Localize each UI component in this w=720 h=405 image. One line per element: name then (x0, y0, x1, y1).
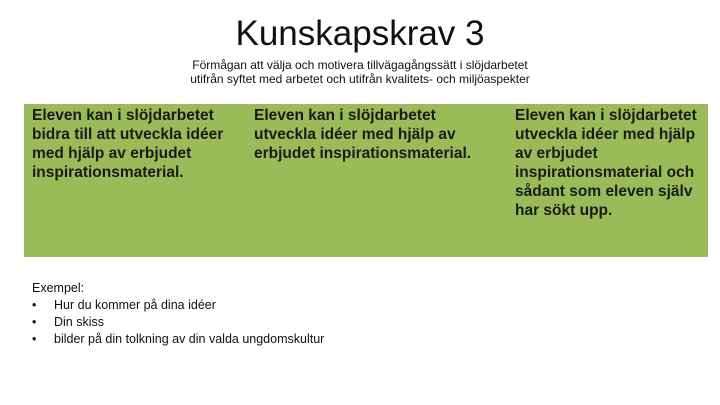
examples-list (32, 297, 532, 348)
bullet-icon: • (32, 298, 37, 312)
criteria-level-3: Eleven kan i slöjdarbetet utveckla idéer med hjälp av erbjudet inspirationsmaterial och sådant som eleven själv har sökt upp. (515, 107, 697, 219)
bullet-icon: • (32, 332, 37, 346)
subtitle-line-2: utifrån syftet med arbetet och utifrån kvalitets- och miljöaspekter (190, 72, 530, 86)
criteria-level-1: Eleven kan i slöjdarbetet bidra till att utveckla idéer med hjälp av erbjudet inspirationsmaterial. (32, 107, 224, 181)
list-item (32, 331, 532, 348)
slide-subtitle (0, 58, 720, 86)
subtitle-line-1: Förmågan att välja och motivera tillvägagångssätt i slöjdarbetet (192, 58, 528, 72)
criteria-panel (24, 104, 708, 257)
example-text: Hur du kommer på dina idéer (54, 298, 216, 312)
slide-title: Kunskapskrav 3 (235, 14, 485, 53)
examples-heading: Exempel: (32, 281, 85, 295)
bullet-icon: • (32, 315, 37, 329)
example-text: bilder på din tolkning av din valda ungdomskultur (54, 332, 325, 346)
example-text: Din skiss (54, 315, 105, 329)
examples-block (32, 280, 532, 348)
list-item (32, 314, 532, 331)
list-item (32, 297, 532, 314)
criteria-level-2: Eleven kan i slöjdarbetet utveckla idéer med hjälp av erbjudet inspirationsmaterial. (254, 107, 472, 162)
